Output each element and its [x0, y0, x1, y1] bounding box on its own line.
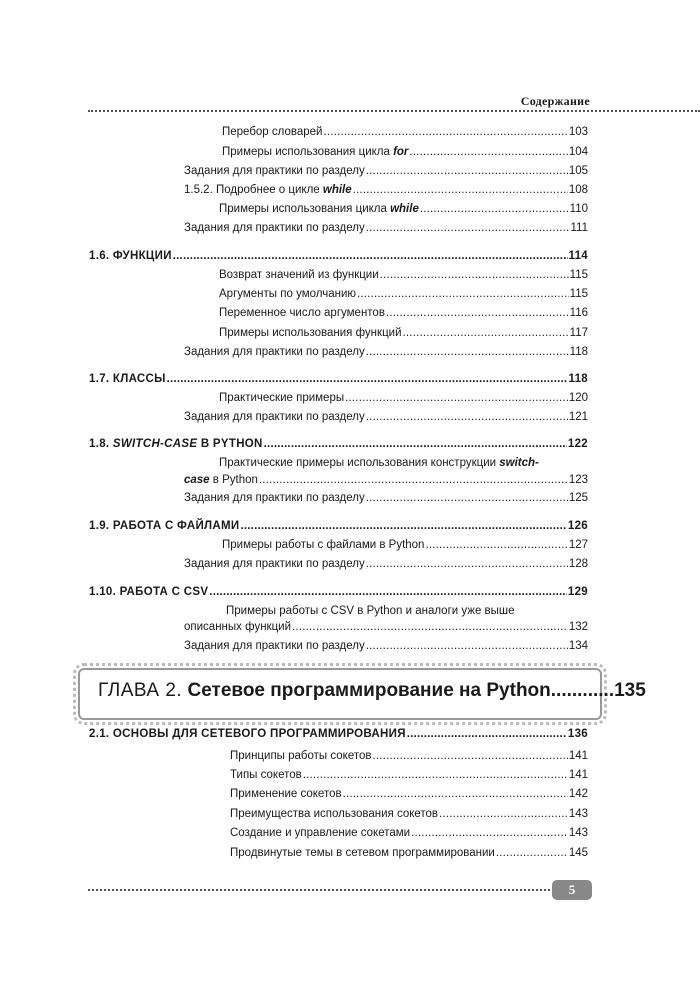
leader-dots — [357, 288, 569, 300]
toc-entry-title: Перебор словарей — [222, 126, 323, 138]
toc-entry-title: Аргументы по умолчанию — [219, 288, 356, 300]
toc-entry[interactable] — [184, 558, 588, 570]
toc-entry-page: 136 — [567, 728, 588, 740]
toc-entry-continuation[interactable] — [184, 621, 588, 633]
toc-entry-page: 127 — [568, 539, 588, 551]
toc-entry-page: 116 — [569, 307, 588, 319]
toc-entry[interactable] — [230, 827, 588, 839]
leader-dots — [366, 640, 568, 652]
toc-entry-page: 128 — [568, 558, 588, 570]
toc-entry-title: case в Python — [184, 474, 258, 486]
toc-entry[interactable] — [222, 126, 588, 138]
toc-entry[interactable] — [222, 146, 588, 158]
toc-entry[interactable] — [219, 327, 588, 339]
leader-dots — [366, 165, 568, 177]
leader-dots — [439, 808, 568, 820]
toc-entry[interactable] — [219, 288, 588, 300]
leader-dots — [353, 184, 568, 196]
leader-dots — [411, 827, 568, 839]
toc-entry-page: 129 — [567, 586, 588, 598]
toc-entry-page: 132 — [568, 621, 588, 633]
toc-entry-title: 2.1. ОСНОВЫ ДЛЯ СЕТЕВОГО ПРОГРАММИРОВАНИЯ — [89, 728, 406, 740]
toc-entry-title: 1.10. РАБОТА С CSV — [89, 586, 209, 598]
toc-entry[interactable] — [219, 203, 588, 215]
leader-dots — [420, 203, 569, 215]
toc-entry-page: 141 — [568, 769, 588, 781]
leader-dots — [380, 269, 569, 281]
toc-section-entry[interactable] — [89, 373, 588, 385]
toc-entry-title: Создание и управление сокетами — [230, 827, 411, 839]
toc-entry-title: Примеры использования цикла while — [219, 203, 419, 215]
toc-entry-page: 143 — [568, 808, 588, 820]
toc-entry-title: Применение сокетов — [230, 788, 342, 800]
leader-dots — [366, 346, 569, 358]
toc-entry-title: Типы сокетов — [230, 769, 302, 781]
leader-dots — [167, 373, 568, 385]
leader-dots — [403, 327, 569, 339]
toc-entry[interactable] — [184, 222, 588, 234]
toc-entry-page: 121 — [568, 411, 588, 423]
toc-entry-title: Практические примеры — [219, 392, 345, 404]
toc-entry-page: 120 — [568, 392, 588, 404]
toc-entry[interactable] — [184, 492, 588, 504]
toc-entry[interactable] — [222, 539, 588, 551]
leader-dots — [303, 769, 568, 781]
toc-entry[interactable] — [230, 808, 588, 820]
chapter-number: ГЛАВА 2. — [98, 680, 183, 701]
chapter-heading[interactable] — [98, 680, 646, 702]
toc-section-entry[interactable] — [89, 438, 588, 450]
leader-dots — [259, 474, 568, 486]
leader-dots — [292, 621, 568, 633]
toc-entry-title: Задания для практики по разделу — [184, 558, 365, 570]
toc-entry[interactable] — [230, 788, 588, 800]
toc-entry[interactable] — [230, 847, 588, 859]
toc-entry-first-line[interactable]: Практические примеры использования конструкции switch- — [219, 457, 539, 469]
toc-entry-page: 115 — [569, 269, 588, 281]
toc-entry-title: описанных функций — [184, 621, 292, 633]
toc-entry-page: 110 — [569, 203, 588, 215]
toc-entry[interactable] — [184, 346, 588, 358]
toc-entry-page: 141 — [568, 750, 588, 762]
toc-entry[interactable] — [219, 392, 588, 404]
leader-dots — [240, 520, 566, 532]
toc-entry[interactable] — [219, 307, 588, 319]
toc-entry-continuation[interactable] — [184, 474, 588, 486]
toc-entry-page: 143 — [568, 827, 588, 839]
toc-entry[interactable] — [184, 184, 588, 196]
toc-section-entry[interactable] — [89, 250, 588, 262]
toc-section-entry[interactable] — [89, 586, 588, 598]
toc-entry-page: 123 — [568, 474, 588, 486]
toc-entry[interactable] — [184, 640, 588, 652]
toc-entry-page: 118 — [569, 346, 588, 358]
toc-entry-title: Задания для практики по разделу — [184, 165, 365, 177]
leader-dots — [366, 411, 568, 423]
toc-entry-page: 114 — [568, 250, 588, 262]
toc-entry-page: 108 — [568, 184, 588, 196]
chapter-title: Сетевое программирование на Python............135 — [187, 680, 646, 701]
toc-entry-page: 104 — [568, 146, 588, 158]
toc-entry[interactable] — [230, 769, 588, 781]
leader-dots — [264, 438, 567, 450]
toc-entry-first-line[interactable]: Примеры работы с CSV в Python и аналоги уже выше — [226, 605, 515, 617]
leader-dots — [366, 558, 568, 570]
toc-entry-title: Задания для практики по разделу — [184, 346, 365, 358]
toc-entry-title: 1.5.2. Подробнее о цикле while — [184, 184, 352, 196]
toc-entry-title: Задания для практики по разделу — [184, 492, 365, 504]
toc-entry[interactable] — [219, 269, 588, 281]
leader-dots — [372, 750, 567, 762]
toc-entry-title: Преимущества использования сокетов — [230, 808, 439, 820]
leader-dots — [425, 539, 567, 551]
toc-entry-title: Возврат значений из функции — [219, 269, 379, 281]
toc-entry-page: 126 — [567, 520, 588, 532]
leader-dots — [366, 222, 570, 234]
toc-entry-page: 117 — [569, 327, 588, 339]
toc-entry-title: Примеры работы с файлами в Python — [222, 539, 425, 551]
leader-dots — [343, 788, 568, 800]
leader-dots — [386, 307, 569, 319]
leader-dots — [345, 392, 568, 404]
toc-entry-title: Примеры использования функций — [219, 327, 402, 339]
toc-entry[interactable] — [230, 750, 588, 762]
toc-entry-title: Продвинутые темы в сетевом программировании — [230, 847, 495, 859]
toc-entry-title: 1.7. КЛАССЫ — [89, 373, 166, 385]
toc-section-entry[interactable] — [89, 520, 588, 532]
toc-entry-page: 103 — [568, 126, 588, 138]
toc-entry-title: Примеры использования цикла for — [222, 146, 409, 158]
running-head: Содержание — [520, 94, 590, 108]
toc-entry[interactable] — [184, 411, 588, 423]
toc-entry-title: 1.9. РАБОТА С ФАЙЛАМИ — [89, 520, 240, 532]
bottom-dotted-rule — [88, 889, 550, 891]
toc-entry-title: Задания для практики по разделу — [184, 222, 365, 234]
leader-dots — [209, 586, 567, 598]
toc-entry-title: 1.8. SWITCH-CASE В PYTHON — [89, 438, 263, 450]
toc-entry-title: Принципы работы сокетов — [230, 750, 372, 762]
toc-entry-title: 1.6. ФУНКЦИИ — [89, 250, 172, 262]
leader-dots — [407, 728, 567, 740]
leader-dots — [496, 847, 568, 859]
toc-entry-page: 134 — [568, 640, 588, 652]
leader-dots — [366, 492, 568, 504]
toc-entry-page: 145 — [568, 847, 588, 859]
toc-entry[interactable] — [184, 165, 588, 177]
toc-entry-page: 115 — [569, 288, 588, 300]
toc-entry-page: 142 — [568, 788, 588, 800]
toc-entry-page: 122 — [567, 438, 588, 450]
toc-entry-page: 105 — [568, 165, 588, 177]
toc-entry-title: Переменное число аргументов — [219, 307, 385, 319]
page-number-badge: 5 — [552, 880, 592, 900]
leader-dots — [173, 250, 568, 262]
toc-entry-title: Задания для практики по разделу — [184, 640, 365, 652]
toc-section-entry[interactable] — [89, 728, 588, 740]
leader-dots — [323, 126, 567, 138]
toc-entry-page: 125 — [568, 492, 588, 504]
toc-entry-page: 111 — [570, 222, 588, 234]
toc-entry-page: 118 — [568, 373, 588, 385]
toc-entry-title: Задания для практики по разделу — [184, 411, 365, 423]
leader-dots — [409, 146, 567, 158]
